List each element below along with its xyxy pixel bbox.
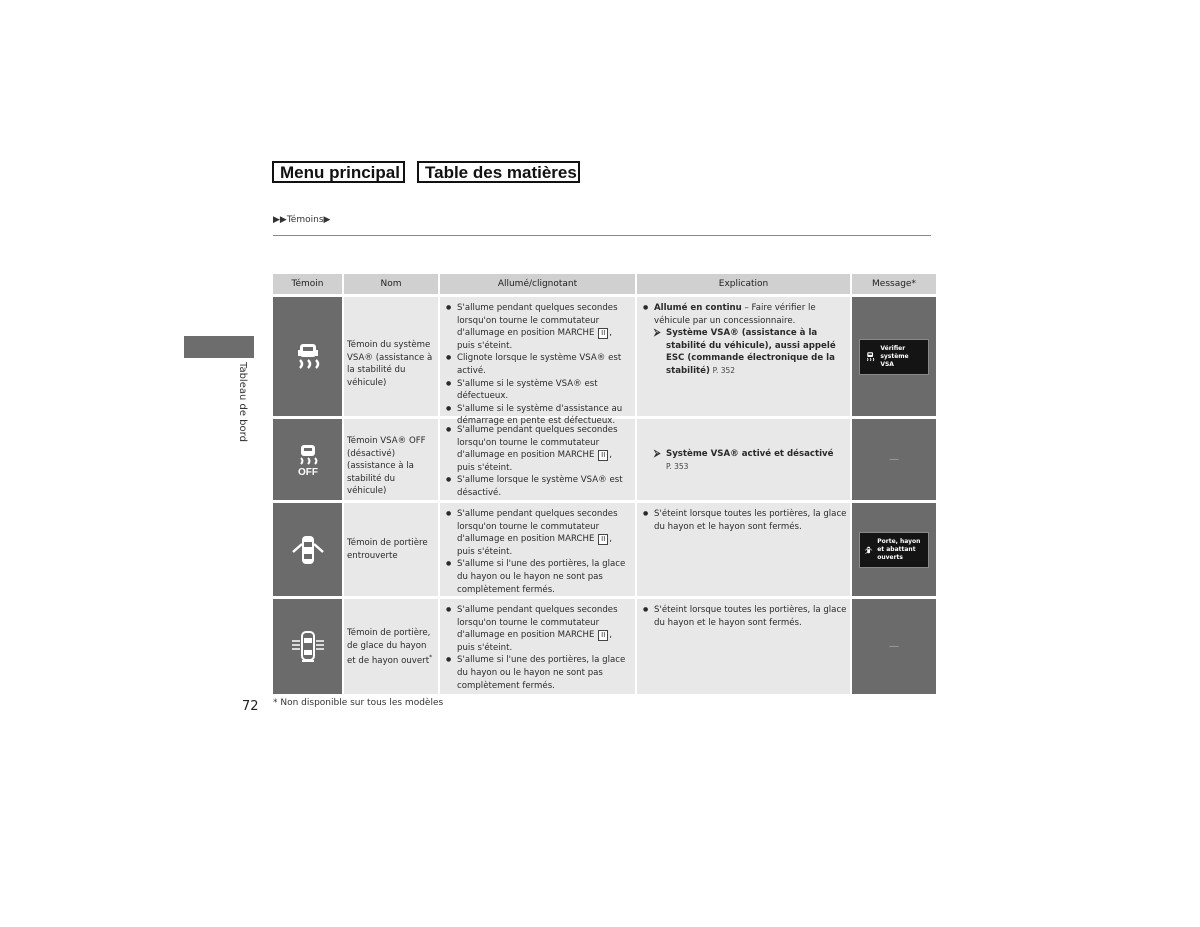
list-item: ● S'allume si le système VSA® est défectueux. (443, 378, 632, 403)
row-on-blinking (440, 297, 635, 427)
door-open-icon (864, 537, 873, 563)
header-on-blinking: Allumé/clignotant (440, 274, 635, 294)
header-indicator: Témoin (273, 274, 342, 294)
row-message (852, 419, 936, 500)
switch-position-badge: II (598, 630, 608, 641)
message-text: Porte, hayon et abattant ouverts (877, 537, 921, 561)
cross-reference-link[interactable]: ⮚ Système VSA® (assistance à la stabilité du véhicule), aussi appelé ESC (commande électronique de la stabilité) P. 352 (654, 328, 836, 376)
list-item: ● S'allume si l'une des portières, la glace du hayon ou le hayon ne sont pas complètement fermés. (443, 654, 632, 692)
reference-arrow-icon: ⮚ (654, 449, 661, 459)
message-text: Vérifier système VSA (880, 344, 909, 368)
list-item: ● S'allume pendant quelques secondes lorsqu'on tourne le commutateur d'allumage en position MARCHE II , puis s'éteint. (443, 424, 632, 474)
header-name: Nom (344, 274, 438, 294)
table-row (273, 297, 936, 427)
page-number: 72 (242, 699, 259, 714)
row-explanation (637, 419, 850, 500)
table-header (273, 274, 936, 294)
row-explanation (637, 503, 850, 596)
header-explanation: Explication (637, 274, 850, 294)
list-item: ● S'allume si le système d'assistance au démarrage en pente est défectueux. (443, 403, 632, 428)
reference-arrow-icon: ⮚ (654, 328, 661, 339)
table-row (273, 503, 936, 596)
breadcrumb[interactable]: ▶▶Témoins▶ (273, 215, 331, 225)
cross-reference-link[interactable]: ⮚ Système VSA® activé et désactivé P. 353 (654, 449, 834, 471)
list-item: ● Allumé en continu – Faire vérifier le véhicule par un concessionnaire. (640, 302, 847, 327)
door-tailgate-open-icon (273, 599, 342, 694)
list-item: ● S'allume pendant quelques secondes lorsqu'on tourne le commutateur d'allumage en position MARCHE II , puis s'éteint. (443, 302, 632, 352)
section-tab (184, 336, 254, 358)
switch-position-badge: II (598, 534, 608, 545)
main-menu-button[interactable]: Menu principal (272, 161, 405, 183)
message-text: — (889, 454, 899, 465)
row-explanation (637, 297, 850, 416)
row-message (852, 503, 936, 596)
table-of-contents-button[interactable]: Table des matières (417, 161, 580, 183)
table-row (273, 599, 936, 694)
list-item: ● S'éteint lorsque toutes les portières, la glace du hayon et le hayon sont fermés. (640, 604, 847, 629)
row-on-blinking (440, 419, 635, 500)
vsa-skid-icon (273, 297, 342, 416)
row-name: Témoin de portière, de glace du hayon et de hayon ouvert* (344, 599, 438, 694)
list-item: ● S'allume pendant quelques secondes lorsqu'on tourne le commutateur d'allumage en position MARCHE II , puis s'éteint. (443, 508, 632, 558)
list-item: ● S'allume si l'une des portières, la glace du hayon ou le hayon ne sont pas complètement fermés. (443, 558, 632, 596)
row-name: Témoin VSA® OFF (désactivé) (assistance à la stabilité du véhicule) (344, 419, 438, 500)
table-row (273, 419, 936, 500)
section-label: Tableau de bord (237, 362, 248, 442)
message-display (859, 339, 929, 375)
row-on-blinking (440, 503, 635, 596)
row-name: Témoin de portière entrouverte (344, 503, 438, 596)
row-explanation (637, 599, 850, 694)
indicator-table (273, 274, 936, 694)
switch-position-badge: II (598, 328, 608, 339)
list-item: ● S'allume lorsque le système VSA® est désactivé. (443, 474, 632, 499)
list-item: ● S'éteint lorsque toutes les portières, la glace du hayon et le hayon sont fermés. (640, 508, 847, 533)
list-item: ● Clignote lorsque le système VSA® est activé. (443, 352, 632, 377)
door-open-icon (273, 503, 342, 596)
svg-text:OFF: OFF (297, 466, 318, 477)
row-message (852, 297, 936, 416)
vsa-skid-icon (864, 347, 876, 367)
footnote: * Non disponible sur tous les modèles (273, 698, 444, 708)
row-message (852, 599, 936, 694)
row-name: Témoin du système VSA® (assistance à la stabilité du véhicule) (344, 297, 438, 416)
row-on-blinking (440, 599, 635, 694)
switch-position-badge: II (598, 450, 608, 461)
message-display (859, 532, 929, 568)
header-divider (273, 235, 931, 236)
header-message: Message* (852, 274, 936, 294)
vsa-off-icon (273, 419, 342, 500)
list-item: ● S'allume pendant quelques secondes lorsqu'on tourne le commutateur d'allumage en position MARCHE II , puis s'éteint. (443, 604, 632, 654)
message-text: — (889, 641, 899, 652)
